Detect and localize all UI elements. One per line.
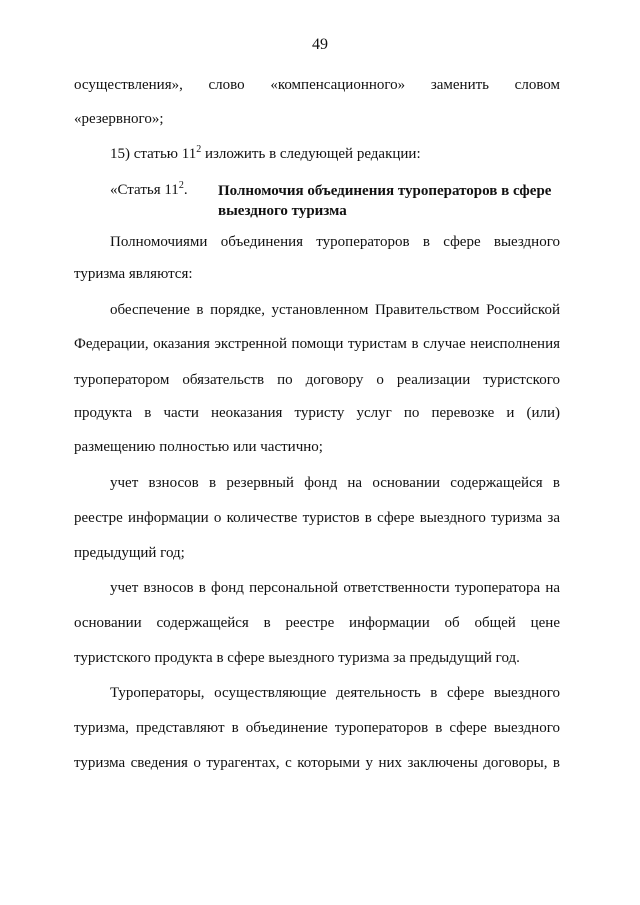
text-line: реестре информации о количестве туристов в сфере выездного туризма за: [74, 510, 560, 526]
text-line: [110, 145, 560, 163]
text-line: туризма сведения о турагентах, с которыми у них заключены договоры, в: [74, 755, 560, 771]
text-line: основании содержащейся в реестре информации об общей цене: [74, 615, 560, 631]
text-line: продукта в части неоказания туристу услуг по перевозке и (или): [74, 405, 560, 421]
page-number: 49: [312, 36, 328, 53]
text-line: «резервного»;: [74, 111, 164, 127]
text-line: учет взносов в резервный фонд на основании содержащейся в: [110, 475, 560, 491]
text-line: осуществления», слово «компенсационного» заменить словом: [74, 77, 560, 93]
text-line: туризма, представляют в объединение туроператоров в сфере выездного: [74, 720, 560, 736]
article-label-text: «Статья 11: [110, 182, 179, 198]
article-label: [110, 181, 188, 199]
text-line: предыдущий год;: [74, 545, 185, 561]
text-line: Полномочиями объединения туроператоров в сфере выездного: [110, 234, 560, 250]
text-line: Туроператоры, осуществляющие деятельность в сфере выездного: [110, 685, 560, 701]
text-line: учет взносов в фонд персональной ответственности туроператора на: [110, 580, 560, 596]
text-line: Федерации, оказания экстренной помощи туристам в случае неисполнения: [74, 336, 560, 352]
line-text-tail: изложить в следующей редакции:: [201, 146, 421, 162]
text-line: туроператором обязательств по договору о реализации туристского: [74, 372, 560, 388]
article-superscript: 2: [178, 180, 184, 191]
text-line: обеспечение в порядке, установленном Правительством Российской: [110, 302, 560, 318]
text-line: туризма являются:: [74, 266, 193, 282]
article-label-tail: .: [183, 182, 188, 198]
text-line: туристского продукта в сфере выездного туризма за предыдущий год.: [74, 650, 520, 666]
article-title: Полномочия объединения туроператоров в сфере выездного туризма: [218, 183, 552, 219]
superscript: 2: [196, 144, 202, 155]
line-text: 15) статью 11: [110, 146, 197, 162]
text-line: размещению полностью или частично;: [74, 439, 323, 455]
